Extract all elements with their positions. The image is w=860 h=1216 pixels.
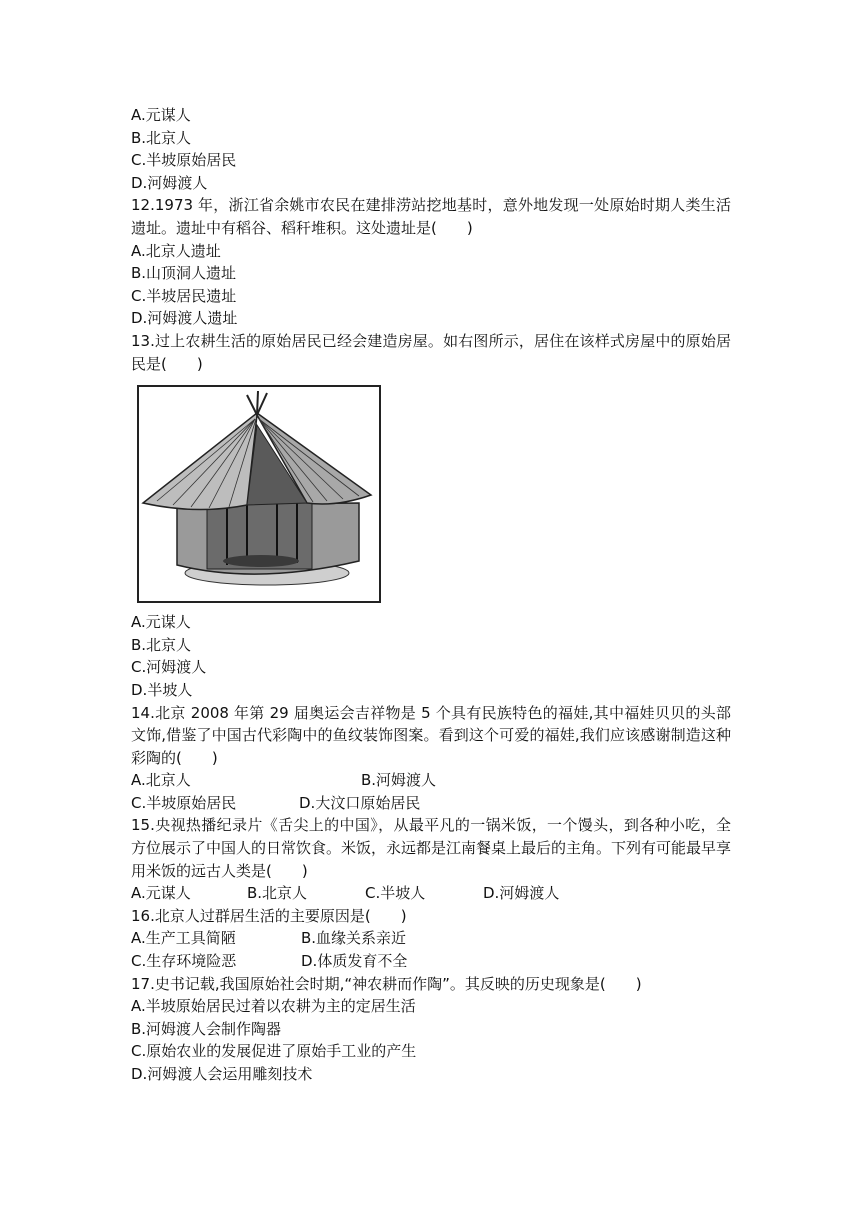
q14-option-b: B.河姆渡人 [361, 771, 437, 790]
q15-option-a: A.元谋人 [131, 884, 191, 903]
q16-option-d: D.体质发育不全 [301, 952, 408, 971]
q13-option-c: C.河姆渡人 [131, 658, 207, 677]
q11-option-c: C.半坡原始居民 [131, 151, 237, 170]
q15-option-d: D.河姆渡人 [483, 884, 560, 903]
q14-option-d: D.大汶口原始居民 [299, 793, 421, 812]
q12-option-b: B.山顶洞人遗址 [131, 264, 237, 283]
q15-options-row [131, 882, 731, 905]
q16-stem: 16.北京人过群居生活的主要原因是( ) [131, 906, 407, 925]
q12-option-c: C.半坡居民遗址 [131, 286, 237, 305]
exam-page [131, 104, 731, 1086]
hut-figure [137, 385, 381, 603]
q13-option-a: A.元谋人 [131, 613, 191, 632]
q17-option-a: A.半坡原始居民过着以农耕为主的定居生活 [131, 997, 416, 1016]
q15-stem: 15.央视热播纪录片《舌尖上的中国》，从最平凡的一锅米饭，一个馒头，到各种小吃，全方位展示了中国人的日常饮食。米饭，永远都是江南餐桌上最后的主角。下列有可能最早享用米饭的远古人类是( ) [131, 816, 732, 880]
q17-stem: 17.史书记载,我国原始社会时期,“神农耕而作陶”。其反映的历史现象是( ) [131, 974, 642, 993]
q14-option-c: C.半坡原始居民 [131, 793, 237, 812]
q14-option-a: A.北京人 [131, 771, 191, 790]
q16-option-a: A.生产工具简陋 [131, 929, 236, 948]
q14-stem: 14.北京 2008 年第 29 届奥运会吉祥物是 5 个具有民族特色的福娃,其中福娃贝贝的头部文饰,借鉴了中国古代彩陶中的鱼纹装饰图案。看到这个可爱的福娃,我们应该感谢制造这种彩陶的( ) [131, 703, 731, 767]
q13-stem: 13.过上农耕生活的原始居民已经会建造房屋。如右图所示，居住在该样式房屋中的原始居民是( ) [131, 331, 731, 373]
q15-option-c: C.半坡人 [365, 884, 426, 903]
q14-options-row-2 [131, 792, 731, 815]
q11-option-b: B.北京人 [131, 128, 192, 147]
q14-options-row-1 [131, 769, 731, 792]
q16-options-row-1 [131, 927, 731, 950]
q16-options-row-2 [131, 950, 731, 973]
q12-option-a: A.北京人遗址 [131, 241, 221, 260]
q12-stem: 12.1973 年，浙江省余姚市农民在建排涝站挖地基时，意外地发现一处原始时期人类生活遗址。遗址中有稻谷、稻秆堆积。这处遗址是( ) [131, 196, 731, 237]
q15-option-b: B.北京人 [247, 884, 308, 903]
q12-option-d: D.河姆渡人遗址 [131, 309, 238, 328]
q17-option-c: C.原始农业的发展促进了原始手工业的产生 [131, 1042, 417, 1061]
q16-option-b: B.血缘关系亲近 [301, 929, 407, 948]
q17-option-d: D.河姆渡人会运用雕刻技术 [131, 1065, 313, 1083]
q17-option-b: B.河姆渡人会制作陶器 [131, 1019, 282, 1038]
round-thatched-hut-illustration-icon [137, 385, 381, 603]
q13-option-b: B.北京人 [131, 635, 192, 654]
q16-option-c: C.生存环境险恶 [131, 952, 237, 971]
q13-option-d: D.半坡人 [131, 680, 193, 699]
q11-option-d: D.河姆渡人 [131, 173, 208, 192]
q11-option-a: A.元谋人 [131, 106, 191, 124]
